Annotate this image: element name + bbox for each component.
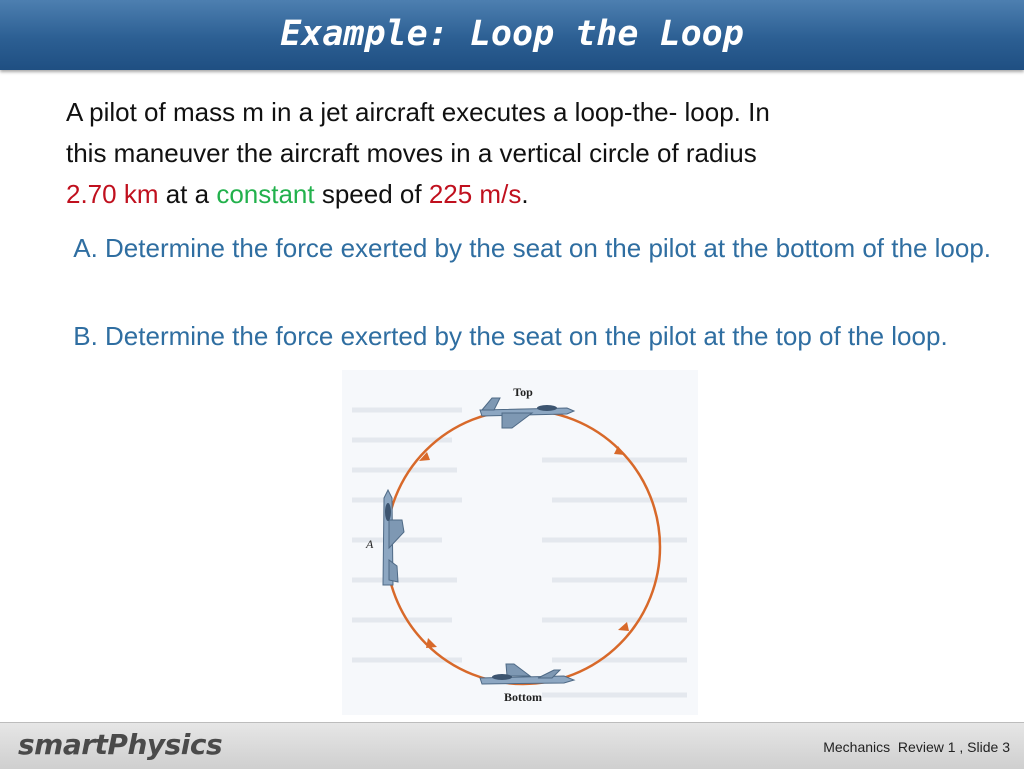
- loop-diagram: [342, 370, 698, 715]
- position-a-label: A: [366, 537, 374, 551]
- top-label: Top: [513, 385, 533, 399]
- speed-value: 225 m/s: [428, 179, 522, 209]
- constant-word: constant: [216, 179, 315, 209]
- smartphysics-logo: smartPhysics: [18, 728, 223, 761]
- bottom-label: Bottom: [504, 690, 542, 704]
- problem-line-1: A pilot of mass m in a jet aircraft executes a loop-the- loop. In: [66, 97, 770, 127]
- slide-info: Mechanics Review 1 , Slide 3: [823, 739, 1010, 755]
- problem-period: .: [521, 179, 529, 209]
- problem-text-speed: speed of: [314, 179, 429, 209]
- slide-title: Example: Loop the Loop: [280, 14, 744, 54]
- question-b: B. Determine the force exerted by the seat on the pilot at the top of the loop.: [66, 321, 948, 351]
- radius-value: 2.70 km: [66, 179, 159, 209]
- problem-text-at: at a: [158, 179, 217, 209]
- question-a: A. Determine the force exerted by the seat on the pilot at the bottom of the loop.: [66, 233, 992, 263]
- problem-statement: [66, 92, 996, 215]
- problem-line-2: this maneuver the aircraft moves in a vertical circle of radius: [66, 138, 757, 168]
